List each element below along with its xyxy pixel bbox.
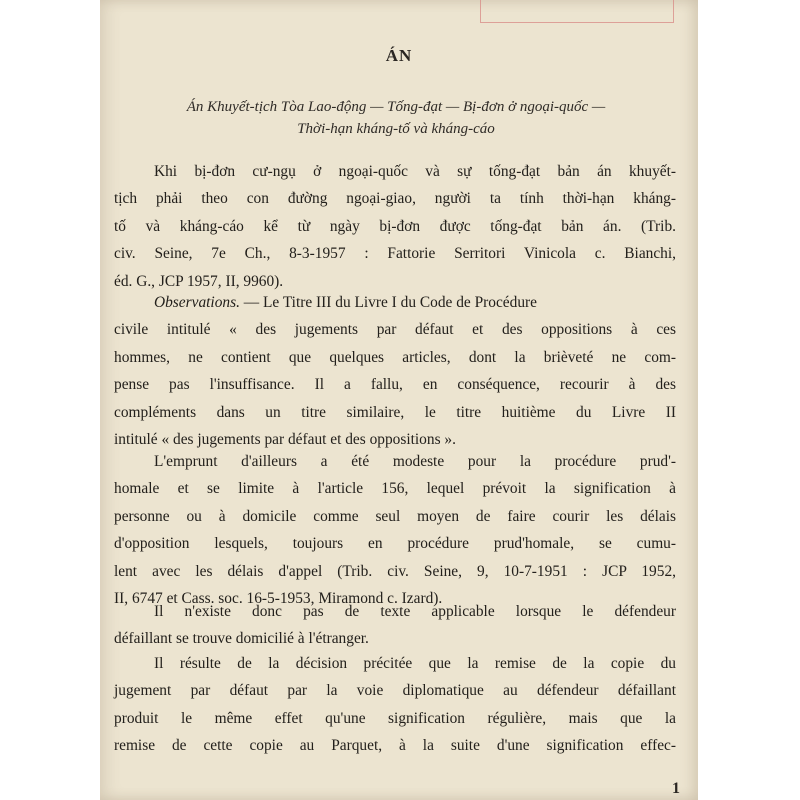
text-line: homale et se limite à l'article 156, lequel prévoit la signification à xyxy=(114,480,676,498)
text-line: civile intitulé « des jugements par défaut et des oppositions à ces xyxy=(114,321,676,339)
subtitle-line: Thời-hạn kháng-tố và kháng-cáo xyxy=(297,121,495,137)
paragraph-no-text xyxy=(114,598,676,653)
text-line: hommes, ne contient que quelques articles, dont la brièveté ne com- xyxy=(114,348,676,366)
paragraph-summary xyxy=(114,158,676,295)
text-line: défaillant se trouve domicilié à l'étranger. xyxy=(114,630,369,648)
text-line: Il résulte de la décision précitée que la remise de la copie du xyxy=(154,655,676,672)
text-fragment: — Le Titre III du Livre I du Code de Procédure xyxy=(239,294,537,311)
text-line: civ. Seine, 7e Ch., 8-3-1957 : Fattorie Serritori Vinicola c. Bianchi, xyxy=(114,245,676,263)
text-line: produit le même effet qu'une signification régulière, mais que la xyxy=(114,709,676,727)
library-stamp xyxy=(480,0,674,23)
text-line: d'opposition lesquels, toujours en procédure prud'homale, se cumu- xyxy=(114,535,676,553)
text-line: pense pas l'insuffisance. Il a fallu, en conséquence, recourir à des xyxy=(114,376,676,394)
text-line: éd. G., JCP 1957, II, 9960). xyxy=(114,272,284,290)
text-line: intitulé « des jugements par défaut et des oppositions ». xyxy=(114,430,456,448)
paragraph-observations xyxy=(114,289,676,453)
text-line: II, 6747 et Cass. soc. 16-5-1953, Miramond c. Izard). xyxy=(114,589,443,607)
article-subtitle xyxy=(113,96,679,140)
text-line: lent avec les délais d'appel (Trib. civ. Seine, 9, 10-7-1951 : JCP 1952, xyxy=(114,562,676,580)
subtitle-line: Án Khuyết-tịch Tòa Lao-động — Tống-đạt — Bị-đơn ở ngoại-quốc — xyxy=(186,99,606,115)
text-line xyxy=(114,289,676,316)
paragraph-decision xyxy=(114,650,676,760)
observations-label: Observations. xyxy=(154,294,240,311)
page-number: 1 xyxy=(672,780,680,797)
text-line: Khi bị-đơn cư-ngụ ở ngoại-quốc và sự tống-đạt bản án khuyết- xyxy=(154,163,676,180)
paragraph-emprunt xyxy=(114,448,676,612)
text-line: compléments dans un titre similaire, le titre huitième du Livre II xyxy=(114,403,676,421)
text-line: personne ou à domicile comme seul moyen de faire courir les délais xyxy=(114,507,676,525)
text-line: L'emprunt d'ailleurs a été modeste pour la procédure prud'- xyxy=(154,453,676,470)
text-line: tịch phải theo con đường ngoại-giao, người ta tính thời-hạn kháng- xyxy=(114,190,676,208)
text-line: tố và kháng-cáo kể từ ngày bị-đơn được tống-đạt bản án. (Trib. xyxy=(114,217,676,235)
page-heading: ÁN xyxy=(385,46,413,65)
text-line: jugement par défaut par la voie diplomatique au défendeur défaillant xyxy=(114,682,676,700)
text-line: Il n'existe donc pas de texte applicable lorsque le défendeur xyxy=(154,603,676,620)
text-line: remise de cette copie au Parquet, à la suite d'une signification effec- xyxy=(114,737,676,755)
